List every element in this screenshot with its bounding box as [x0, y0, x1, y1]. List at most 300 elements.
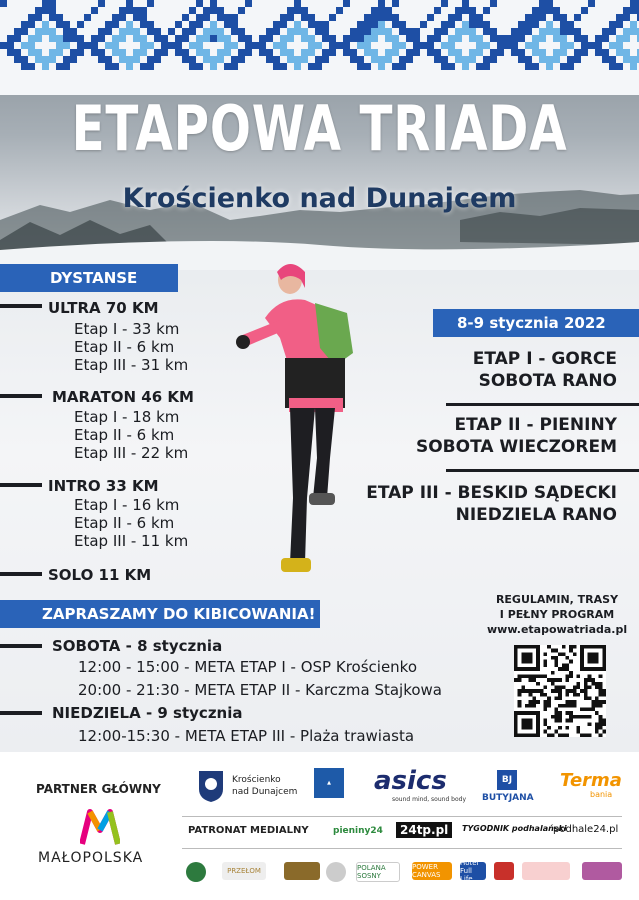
pattern-tile [301, 14, 308, 21]
qr-module [558, 693, 562, 697]
dystanse-header: DYSTANSE [0, 264, 178, 292]
qr-module [569, 715, 573, 719]
pattern-tile [35, 28, 42, 35]
pattern-tile [210, 21, 217, 28]
pattern-tile [140, 49, 147, 56]
qr-module [547, 697, 551, 701]
qr-module [529, 693, 533, 697]
qr-module [543, 700, 547, 704]
qr-module [595, 700, 599, 704]
qr-module [569, 704, 573, 708]
pattern-tile [427, 42, 434, 49]
qr-module [558, 715, 562, 719]
pattern-tile [518, 28, 525, 35]
pattern-tile [616, 35, 623, 42]
pattern-tile [315, 56, 322, 63]
etap-1-time: SOBOTA RANO [478, 371, 617, 391]
pattern-tile [518, 49, 525, 56]
pattern-tile [224, 14, 231, 21]
pattern-tile [357, 63, 364, 70]
pattern-tile [567, 28, 574, 35]
pattern-tile [378, 0, 385, 7]
pattern-tile [28, 21, 35, 28]
pattern-tile [343, 35, 350, 42]
pattern-tile [336, 42, 343, 49]
schedule-row: 12:00 - 15:00 - META ETAP I - OSP Krościenko [78, 658, 418, 676]
pattern-tile [280, 21, 287, 28]
pattern-tile [371, 14, 378, 21]
pattern-tile [609, 28, 616, 35]
pattern-tile [581, 42, 588, 49]
distance-intro: INTRO 33 KM [48, 477, 159, 495]
pattern-tile [84, 14, 91, 21]
pattern-tile [315, 28, 322, 35]
qr-module [525, 704, 529, 708]
qr-module [543, 719, 547, 723]
qr-module [558, 689, 562, 693]
sponsor-logo-icon [186, 862, 206, 882]
qr-module [536, 689, 540, 693]
qr-module [554, 719, 558, 723]
pattern-tile [553, 56, 560, 63]
pattern-tile [217, 49, 224, 56]
pattern-tile [448, 14, 455, 21]
dates-banner: 8-9 stycznia 2022 [433, 309, 639, 337]
pattern-tile [406, 35, 413, 42]
pattern-tile [504, 35, 511, 42]
runner-illustration [235, 258, 365, 588]
pattern-tile [532, 42, 539, 49]
terma-logo: Terma [560, 770, 622, 791]
pattern-tile [63, 21, 70, 28]
pattern-tile [119, 35, 126, 42]
pattern-tile [112, 63, 119, 70]
pattern-tile [434, 28, 441, 35]
pattern-tile [567, 56, 574, 63]
pattern-tile [154, 56, 161, 63]
pattern-tile [553, 7, 560, 14]
pattern-tile [196, 63, 203, 70]
qr-module [554, 660, 558, 664]
qr-module [599, 715, 603, 719]
pattern-tile [287, 56, 294, 63]
pattern-tile [294, 56, 301, 63]
qr-module [536, 674, 540, 678]
pattern-tile [147, 28, 154, 35]
pattern-tile [231, 63, 238, 70]
pattern-tile [399, 28, 406, 35]
pattern-tile [329, 42, 336, 49]
pattern-tile [420, 21, 427, 28]
pattern-tile [294, 28, 301, 35]
pattern-tile [273, 42, 280, 49]
pattern-tile [455, 56, 462, 63]
qr-module [566, 704, 570, 708]
pattern-tile [77, 49, 84, 56]
pattern-tile [371, 7, 378, 14]
qr-module [569, 689, 573, 693]
pattern-tile [266, 49, 273, 56]
pattern-tile [392, 21, 399, 28]
asics-tagline: sound mind, sound body [392, 796, 467, 803]
pattern-tile [357, 28, 364, 35]
qr-module [577, 715, 581, 719]
pattern-tile [161, 49, 168, 56]
pattern-tile [399, 42, 406, 49]
pattern-tile [539, 7, 546, 14]
qr-module [543, 693, 547, 697]
pattern-tile [546, 56, 553, 63]
pattern-tile [301, 35, 308, 42]
pattern-tile [203, 28, 210, 35]
pattern-tile [21, 56, 28, 63]
pattern-tile [623, 35, 630, 42]
gorce-park-logo-icon: ▲ [314, 768, 344, 798]
pattern-tile [280, 35, 287, 42]
qr-module [584, 685, 588, 689]
qr-module [558, 685, 562, 689]
pattern-tile [133, 7, 140, 14]
qr-module [547, 700, 551, 704]
qr-module [577, 685, 581, 689]
pattern-tile [203, 56, 210, 63]
pattern-tile [91, 35, 98, 42]
pattern-tile [126, 56, 133, 63]
pattern-tile [182, 35, 189, 42]
pattern-tile [490, 0, 497, 7]
qr-module [599, 685, 603, 689]
qr-module [558, 711, 562, 715]
pattern-tile [28, 49, 35, 56]
qr-module [562, 645, 566, 649]
pattern-tile [182, 49, 189, 56]
pattern-tile [553, 14, 560, 21]
qr-module [518, 674, 522, 678]
pattern-tile [392, 14, 399, 21]
pattern-tile [35, 56, 42, 63]
qr-module [554, 685, 558, 689]
pattern-tile [616, 14, 623, 21]
pattern-tile [595, 49, 602, 56]
pattern-tile [112, 35, 119, 42]
pattern-tile [7, 49, 14, 56]
pattern-tile [413, 35, 420, 42]
qr-module [566, 719, 570, 723]
qr-module [599, 682, 603, 686]
pattern-tile [210, 28, 217, 35]
pattern-tile [217, 7, 224, 14]
pattern-tile [126, 63, 133, 70]
pattern-tile [469, 49, 476, 56]
pattern-tile [371, 56, 378, 63]
pattern-tile [609, 21, 616, 28]
pattern-tile [287, 35, 294, 42]
kibicowanie-header: ZAPRASZAMY DO KIBICOWANIA! [0, 600, 320, 628]
qr-module [518, 689, 522, 693]
pattern-tile [553, 28, 560, 35]
qr-module [591, 708, 595, 712]
etap-2-time: SOBOTA WIECZOREM [415, 437, 617, 457]
pattern-tile [350, 35, 357, 42]
pattern-tile [399, 63, 406, 70]
pattern-tile [364, 28, 371, 35]
pattern-tile [98, 56, 105, 63]
pattern-tile [49, 35, 56, 42]
pattern-tile [441, 42, 448, 49]
pattern-tile [203, 7, 210, 14]
qr-module [540, 674, 544, 678]
qr-finder [521, 652, 532, 663]
pattern-tile [105, 21, 112, 28]
qr-module [547, 645, 551, 649]
pattern-tile [483, 21, 490, 28]
pattern-tile [588, 42, 595, 49]
pattern-tile [35, 7, 42, 14]
pattern-tile [497, 35, 504, 42]
pattern-tile [434, 35, 441, 42]
pattern-tile [308, 21, 315, 28]
website-link[interactable]: www.etapowatriada.pl [487, 623, 628, 636]
pattern-tile [329, 49, 336, 56]
pattern-tile [350, 28, 357, 35]
pattern-tile [168, 42, 175, 49]
pattern-tile [420, 42, 427, 49]
pattern-tile [322, 35, 329, 42]
pattern-tile [56, 63, 63, 70]
qr-module [602, 700, 606, 704]
qr-module [547, 733, 551, 737]
qr-module [584, 697, 588, 701]
qr-module [543, 722, 547, 726]
pattern-tile [133, 49, 140, 56]
qr-module [573, 652, 577, 656]
qr-module [577, 693, 581, 697]
qr-module [551, 715, 555, 719]
pattern-tile [539, 0, 546, 7]
stage-item: Etap III - 31 km [74, 356, 189, 374]
pattern-tile [63, 63, 70, 70]
pattern-tile [469, 14, 476, 21]
pattern-tile [210, 35, 217, 42]
pattern-tile [497, 42, 504, 49]
pattern-tile [476, 14, 483, 21]
pattern-tile [77, 42, 84, 49]
pattern-tile [126, 0, 133, 7]
qr-module [540, 689, 544, 693]
stage-item: Etap I - 33 km [74, 320, 180, 338]
qr-module [569, 649, 573, 653]
pattern-tile [49, 56, 56, 63]
pattern-tile [560, 42, 567, 49]
qr-module [569, 671, 573, 675]
pattern-tile [21, 21, 28, 28]
pattern-tile [581, 35, 588, 42]
qr-module [599, 726, 603, 730]
pattern-tile [315, 63, 322, 70]
qr-module [566, 667, 570, 671]
separator [446, 469, 639, 472]
pattern-tile [231, 56, 238, 63]
etap-1-info [473, 348, 617, 392]
pattern-tile [140, 42, 147, 49]
pattern-tile [322, 56, 329, 63]
qr-module [554, 689, 558, 693]
pattern-tile [322, 49, 329, 56]
pattern-tile [98, 35, 105, 42]
pattern-tile [483, 63, 490, 70]
pattern-tile [273, 28, 280, 35]
pattern-tile [28, 14, 35, 21]
qr-module [599, 674, 603, 678]
pattern-tile [469, 28, 476, 35]
qr-module [584, 708, 588, 712]
distance-solo: SOLO 11 KM [48, 566, 152, 584]
pattern-tile [532, 35, 539, 42]
qr-module [551, 649, 555, 653]
pattern-tile [378, 28, 385, 35]
pattern-tile [567, 63, 574, 70]
schedule-row: 12:00-15:30 - META ETAP III - Plaża trawiasta [78, 727, 415, 745]
pattern-tile [602, 28, 609, 35]
pattern-tile [623, 49, 630, 56]
pattern-tile [140, 7, 147, 14]
distance-ultra: ULTRA 70 KM [48, 299, 159, 317]
pattern-tile [581, 7, 588, 14]
pattern-tile [259, 49, 266, 56]
qr-module [588, 678, 592, 682]
qr-module [584, 715, 588, 719]
qr-module [569, 719, 573, 723]
pattern-tile [455, 35, 462, 42]
pattern-tile [406, 56, 413, 63]
pattern-tile [364, 35, 371, 42]
pattern-tile [189, 42, 196, 49]
pattern-tile [42, 21, 49, 28]
pattern-tile [294, 7, 301, 14]
pattern-tile [602, 35, 609, 42]
pattern-tile [49, 0, 56, 7]
pattern-tile [357, 42, 364, 49]
qr-module [584, 682, 588, 686]
qr-module [569, 711, 573, 715]
pattern-tile [574, 49, 581, 56]
pattern-tile [105, 28, 112, 35]
pattern-tile [231, 14, 238, 21]
pattern-tile [21, 63, 28, 70]
qr-module [562, 685, 566, 689]
qr-module [569, 700, 573, 704]
pattern-tile [469, 21, 476, 28]
qr-module [562, 663, 566, 667]
qr-module [577, 682, 581, 686]
pattern-tile [56, 42, 63, 49]
niedziela-heading: NIEDZIELA - 9 stycznia [52, 704, 243, 722]
pattern-tile [301, 28, 308, 35]
pattern-tile [616, 21, 623, 28]
qr-module [569, 645, 573, 649]
pattern-tile [581, 49, 588, 56]
pattern-tile [623, 7, 630, 14]
qr-module [577, 726, 581, 730]
dash-marker [0, 644, 42, 648]
pattern-tile [98, 28, 105, 35]
pattern-tile [392, 0, 399, 7]
pattern-tile [28, 63, 35, 70]
pattern-tile [189, 63, 196, 70]
pattern-tile [154, 35, 161, 42]
qr-finder [588, 652, 599, 663]
qr-module [562, 652, 566, 656]
pattern-tile [42, 28, 49, 35]
pattern-tile [490, 49, 497, 56]
qr-module [551, 656, 555, 660]
pattern-tile [574, 56, 581, 63]
pattern-tile [14, 49, 21, 56]
qr-module [554, 711, 558, 715]
pattern-tile [525, 42, 532, 49]
pattern-tile [476, 42, 483, 49]
qr-module [543, 730, 547, 734]
pattern-tile [315, 21, 322, 28]
qr-module [577, 674, 581, 678]
qr-module [543, 685, 547, 689]
pattern-tile [238, 35, 245, 42]
qr-module [588, 708, 592, 712]
pattern-tile [280, 14, 287, 21]
pattern-tile [364, 42, 371, 49]
qr-module [588, 733, 592, 737]
pattern-tile [560, 21, 567, 28]
pattern-tile [56, 35, 63, 42]
pattern-tile [224, 42, 231, 49]
pattern-tile [56, 21, 63, 28]
qr-module [532, 674, 536, 678]
pattern-tile [196, 0, 203, 7]
pattern-tile [287, 28, 294, 35]
pattern-tile [21, 28, 28, 35]
pattern-tile [133, 56, 140, 63]
pattern-tile [70, 28, 77, 35]
pattern-tile [490, 56, 497, 63]
qr-module [558, 733, 562, 737]
pattern-tile [427, 14, 434, 21]
pattern-tile [336, 7, 343, 14]
qr-module [543, 704, 547, 708]
pattern-tile [112, 49, 119, 56]
stage-item: Etap I - 16 km [74, 496, 180, 514]
pattern-tile [273, 56, 280, 63]
pattern-tile [462, 28, 469, 35]
qr-module [591, 682, 595, 686]
pattern-tile [532, 21, 539, 28]
pattern-tile [189, 56, 196, 63]
sponsor-logo-icon [522, 862, 570, 880]
qr-module [547, 678, 551, 682]
pattern-tile [364, 49, 371, 56]
pattern-tile [77, 35, 84, 42]
stage-item: Etap II - 6 km [74, 426, 175, 444]
pattern-tile [196, 14, 203, 21]
pattern-tile [574, 35, 581, 42]
pattern-tile [63, 35, 70, 42]
pattern-tile [427, 49, 434, 56]
pattern-tile [525, 28, 532, 35]
pattern-tile [35, 14, 42, 21]
pattern-tile [532, 63, 539, 70]
qr-module [543, 660, 547, 664]
qr-code[interactable] [514, 645, 606, 737]
pattern-tile [546, 7, 553, 14]
